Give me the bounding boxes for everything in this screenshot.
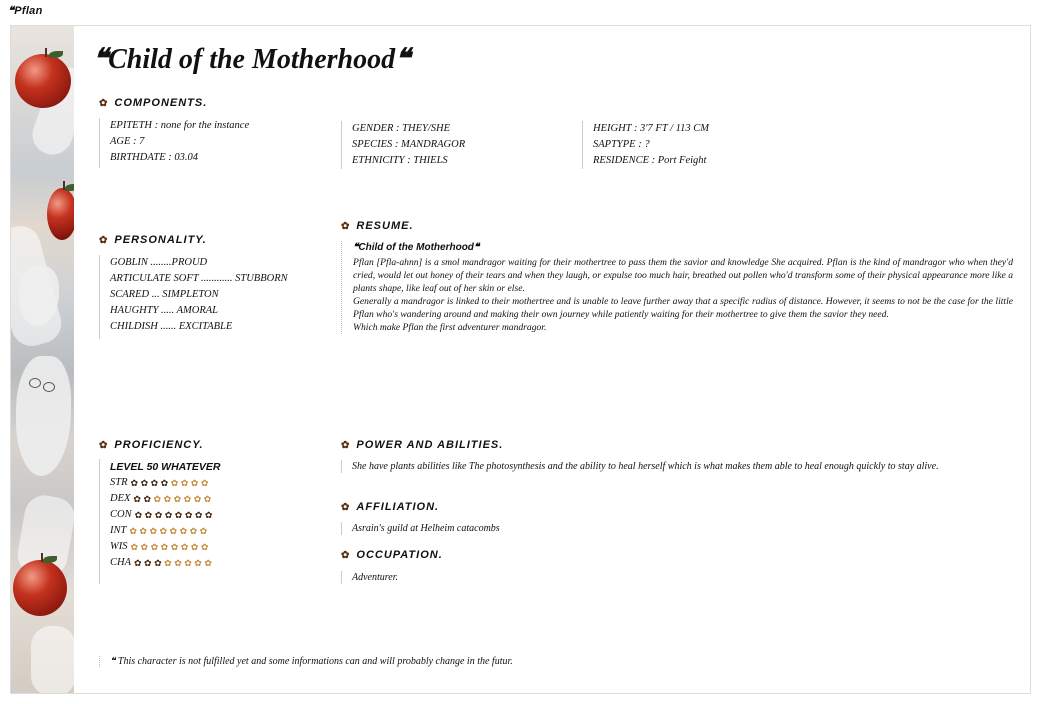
- trait-line: ARTICULATE SOFT ............ STUBBORN: [110, 273, 288, 284]
- saptype-field: SAPTYPE : ?: [593, 139, 650, 150]
- stat-row-cha: [110, 555, 220, 571]
- stat-point-icon: ✿: [149, 526, 157, 536]
- stat-point-icon: ✿: [129, 526, 137, 536]
- stat-point-icon: ✿: [203, 494, 212, 504]
- stat-point-icon: ✿: [163, 494, 172, 504]
- stat-row-con: [110, 507, 220, 523]
- stat-point-icon: ✿: [164, 510, 173, 520]
- character-card: [10, 25, 1031, 694]
- apple-icon: [15, 54, 71, 108]
- stat-row-wis: [110, 539, 220, 555]
- stat-point-icon: ✿: [154, 558, 162, 568]
- components-col-1: [99, 118, 249, 168]
- flower-icon: ✿: [99, 439, 109, 451]
- flower-icon: ✿: [341, 549, 351, 561]
- components-col-3: [582, 121, 709, 169]
- stat-point-icon: ✿: [194, 558, 202, 568]
- page-title: ❝Child of the Motherhood❝: [93, 44, 411, 75]
- stat-point-icon: ✿: [184, 558, 192, 568]
- flower-icon: ✿: [341, 501, 351, 513]
- stat-point-icon: ✿: [159, 526, 168, 536]
- flower-icon: ✿: [99, 97, 109, 109]
- stat-point-icon: ✿: [164, 558, 172, 568]
- stat-point-icon: ✿: [133, 494, 141, 504]
- stat-label: DEX: [110, 493, 131, 504]
- stat-point-icon: ✿: [144, 558, 152, 568]
- stat-point-icon: ✿: [140, 478, 149, 488]
- resume-text: [341, 241, 1013, 334]
- components-col-2: [341, 121, 465, 169]
- stat-point-icon: ✿: [154, 510, 163, 520]
- age-field: AGE : 7: [110, 136, 145, 147]
- stat-point-icon: ✿: [143, 494, 152, 504]
- stat-label: WIS: [110, 541, 128, 552]
- affiliation-heading: ✿ AFFILIATION.: [341, 501, 440, 513]
- stat-point-icon: ✿: [140, 542, 149, 552]
- stat-point-icon: ✿: [180, 542, 189, 552]
- stat-label: CHA: [110, 557, 131, 568]
- stat-point-icon: ✿: [134, 558, 142, 568]
- components-heading: ✿ COMPONENTS.: [99, 97, 208, 109]
- stat-point-icon: ✿: [189, 526, 198, 536]
- stat-point-icon: ✿: [173, 494, 182, 504]
- proficiency-stats: [99, 459, 220, 584]
- personality-heading: ✿ PERSONALITY.: [99, 234, 207, 246]
- residence-field: RESIDENCE : Port Feight: [593, 155, 707, 166]
- resume-paragraph: Generally a mandragor is linked to their mothertree and is unable to leave further away that a specific radius of distance. However, it seems to not be the case for the little Pflan who's wandering around and making their own journey while patiently waiting for their mothertree to give them the savior they need.: [353, 296, 1013, 320]
- stat-label: STR: [110, 477, 128, 488]
- character-artwork: [11, 26, 74, 694]
- stat-point-icon: ✿: [144, 510, 153, 520]
- stat-row-int: [110, 523, 220, 539]
- stat-label: INT: [110, 525, 127, 536]
- stat-point-icon: ✿: [184, 510, 193, 520]
- resume-heading: ✿ RESUME.: [341, 220, 414, 232]
- birthdate-field: BIRTHDATE : 03.04: [110, 152, 198, 163]
- flower-icon: ✿: [99, 234, 109, 246]
- occupation-text: Adventurer.: [341, 571, 992, 584]
- stat-point-icon: ✿: [153, 494, 162, 504]
- stat-point-icon: ✿: [174, 510, 183, 520]
- affiliation-text: Asrain's guild at Helheim catacombs: [341, 522, 992, 535]
- stat-point-icon: ✿: [200, 478, 209, 488]
- stat-point-icon: ✿: [183, 494, 192, 504]
- stat-point-icon: ✿: [190, 478, 199, 488]
- occupation-heading: ✿ OCCUPATION.: [341, 549, 443, 561]
- stat-point-icon: ✿: [204, 558, 212, 568]
- apple-icon: [47, 188, 74, 240]
- trait-line: HAUGHTY ..... AMORAL: [110, 305, 219, 316]
- apple-icon: [13, 560, 67, 616]
- ethnicity-field: ETHNICITY : THIELS: [352, 155, 448, 166]
- stat-row-dex: [110, 491, 220, 507]
- footer-note: ❝ This character is not fulfilled yet and some informations can and will probably change in the futur.: [99, 656, 513, 667]
- level-label: LEVEL 50 WHATEVER: [110, 461, 221, 473]
- stat-point-icon: ✿: [174, 558, 182, 568]
- resume-paragraph: Pflan [Pfla-ahnn] is a smol mandragor waiting for their mothertree to pass them the savior and knowledge She acquired. Pflan is the kind of mandragor who when they'd cried, would let out honey of their tears and when they laugh, or expulse too much hair, breathed out pollen who'd transform some of their physical appearance more like a plants shape, like leaf out of her skin or else.: [353, 257, 1013, 294]
- stat-point-icon: ✿: [199, 526, 208, 536]
- trait-line: SCARED ... SIMPLETON: [110, 289, 219, 300]
- gender-field: GENDER : THEY/SHE: [352, 123, 450, 134]
- stat-point-icon: ✿: [193, 494, 202, 504]
- resume-paragraph: Which make Pflan the first adventurer mandragor.: [353, 322, 547, 333]
- resume-subheading: ❝Child of the Motherhood❝: [353, 242, 480, 253]
- stat-label: CON: [110, 509, 132, 520]
- stat-point-icon: ✿: [204, 510, 213, 520]
- stat-point-icon: ✿: [150, 542, 159, 552]
- proficiency-heading: ✿ PROFICIENCY.: [99, 439, 204, 451]
- power-text: She have plants abilities like The photosynthesis and the ability to heal herself which is what makes them able to heal enough quickly to stay alive.: [341, 460, 992, 473]
- stat-point-icon: ✿: [180, 478, 189, 488]
- stat-point-icon: ✿: [170, 542, 179, 552]
- stat-point-icon: ✿: [130, 478, 139, 488]
- stat-row-str: [110, 475, 220, 491]
- stat-point-icon: ✿: [139, 526, 147, 536]
- height-field: HEIGHT : 3'7 FT / 113 CM: [593, 123, 710, 134]
- stat-point-icon: ✿: [170, 478, 179, 488]
- stat-point-icon: ✿: [169, 526, 178, 536]
- species-field: SPECIES : MANDRAGOR: [352, 139, 466, 150]
- epiteth-field: EPITETH : none for the instance: [110, 120, 250, 131]
- stat-point-icon: ✿: [194, 510, 203, 520]
- flower-icon: ✿: [341, 220, 351, 232]
- power-heading: ✿ POWER AND ABILITIES.: [341, 439, 504, 451]
- trait-line: CHILDISH ...... EXCITABLE: [110, 321, 233, 332]
- flower-icon: ✿: [341, 439, 351, 451]
- stat-point-icon: ✿: [160, 478, 169, 488]
- stat-point-icon: ✿: [200, 542, 209, 552]
- stat-point-icon: ✿: [190, 542, 199, 552]
- page-tag: ❝Pflan: [8, 5, 43, 17]
- stat-point-icon: ✿: [130, 542, 139, 552]
- stat-point-icon: ✿: [134, 510, 143, 520]
- personality-traits: [99, 255, 288, 339]
- trait-line: GOBLIN ........PROUD: [110, 257, 208, 268]
- stat-point-icon: ✿: [150, 478, 159, 488]
- stat-point-icon: ✿: [160, 542, 169, 552]
- stat-point-icon: ✿: [179, 526, 188, 536]
